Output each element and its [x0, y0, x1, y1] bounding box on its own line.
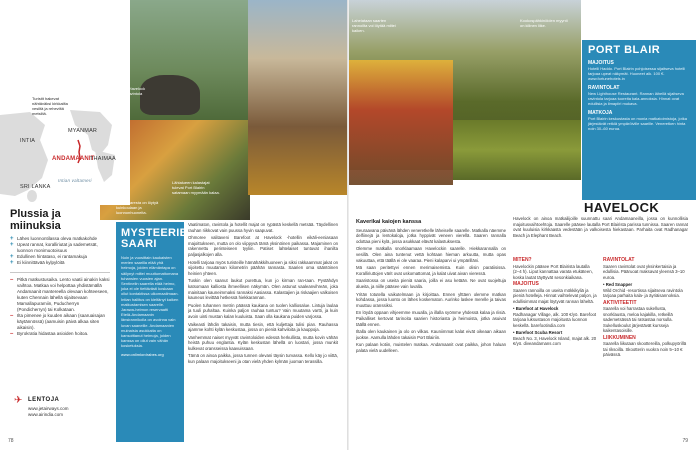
paragraph: Vaatimaton, ravintola ja hotellit majat on rypästä keskellä metsää. Täydellinen rauhan riikkovat vain puussa hyvin saapuvat.	[188, 222, 338, 233]
port-blair-section-text: New Lighthouse Restaurant. Rannan lähellä sijaitseva ravintola tarjoaa tuoreita kala-annoksia. Hinnat ovat edullisia ja ilmapiiri mukava.	[588, 91, 684, 106]
havelock-text: Wild Orchid -resortissa sijaitseva ravintola tarjoaa parhaita kala- ja äyriäisannoksia.	[603, 287, 683, 298]
havelock-heading: AKTIVITEETIT	[603, 299, 637, 306]
havelock-listing: • Barefoot Scuba Resort	[513, 330, 563, 335]
paragraph: Yritän totutella vaikutelmaan ja kirjoittaa. Ennen ylttäen olemme matkan kohdassa, jossa luonto on lähes koskematon. Aurinko laskee merelle ja taivas muuttuu oranssiksi.	[356, 291, 506, 308]
pros-cons-box	[10, 208, 110, 337]
pro-item: + Edullinen hintataso, ei rantamakuja	[10, 254, 88, 260]
paragraph: Iltalla olen kaukainen ja olo on vilkas. Kauniimmat kalat eivät oikeaan aikaan juokse. Aamulla lähden takaisin Port Blairiin.	[356, 329, 506, 340]
port-blair-section-head: RAVINTOLAT	[588, 85, 620, 91]
paragraph: Kun palaan kotiin, muistelen matkaa. Andamaanit ovat paikka, johon haluan palata vielä uudelleen.	[356, 342, 506, 353]
caption-island: Oma saaresta on löytyä kuinkoulaan ja luonnonhuoneita.	[116, 200, 159, 215]
flights-link-jetairways[interactable]: www.jetairways.com	[28, 406, 69, 411]
airplane-icon: ✈	[14, 395, 23, 406]
coconuts-photo	[453, 120, 581, 180]
havelock-heading: RAVINTOLAT	[603, 257, 635, 263]
port-blair-title: PORT BLAIR	[588, 44, 661, 56]
page-gutter	[347, 0, 349, 450]
map-label-andamaanit: ANDAMAANIT	[52, 156, 95, 162]
map-label-sri-lanka: SRI LANKA	[20, 184, 51, 190]
port-blair-section-head: MAJOITUS	[588, 60, 614, 66]
port-blair-section-text: Port Blairin keskustasta on monia matkatoimistoja, jotka järjestävät retkiä ympäröiville saarille. Veneretken hinta noin 30–60 euroa.	[588, 116, 687, 131]
flights-title: LENTOJA	[28, 397, 60, 403]
con-item: – Ilta pimenee jo kuuden aikaan (saaruaisajan käytännössä) (aamuisin päivä alkaa siten aikaisin).	[10, 313, 106, 330]
havelock-heading: LIIKKUMINEN	[603, 334, 636, 341]
article-column-1	[188, 222, 338, 444]
havelock-listing: • Barefoot at Havelock	[513, 306, 559, 311]
port-blair-box	[582, 40, 696, 200]
havelock-text: Saaren ravintolat ovat yksinkertaisia ja edullisia. Pääruoat maksavat yleensä 3–10 euroa.	[603, 263, 685, 280]
map-label-thaimaa: THAIMAA	[90, 156, 116, 162]
port-blair-section-text: Hotelli Haddo. Port Blairin pohjoisessa sijaitseva hotelli tarjoaa upeat näkymät. Huoneet alk. 100 €. www.fortunehotels.in	[588, 66, 686, 81]
havelock-column-a	[513, 256, 597, 446]
caption-shores: Lahelataan saarten rannoilta voi löytää miltei kaiken.	[352, 18, 396, 33]
minus-icon: –	[10, 313, 14, 319]
plus-icon: +	[10, 260, 14, 266]
pro-item: + Lähes luonnontilassa oleva matkakohde	[10, 236, 98, 242]
minus-icon: –	[10, 331, 14, 337]
flights-info	[14, 395, 84, 423]
con-item: – Byrokratia hidastaa asioiden hoitoa.	[10, 331, 89, 337]
paragraph: Tämä on ainoa paikka, jossa tunnen olevani täysin turvassa. Kello käy jo viittä, kun palaan majoitukseeni ja otan vielä yhden kylmän juoman terassilla.	[188, 353, 338, 365]
port-blair-section-head: MATKOJA	[588, 110, 613, 116]
pro-item: + Ei kiinnittävää kylpylöitä	[10, 260, 65, 266]
paragraph: Hotelli tarjoaa myös turisteille hämähäkkihuoneen ja siksi rakkaammat jakat on sijoitettu muutaman kilometrin päähän rannasta. Saarien oma sääntöinen heinien yhteen.	[188, 259, 338, 276]
minus-icon: –	[10, 277, 14, 283]
umbrella-photo	[348, 60, 453, 185]
paragraph: Puolen tuhannen metrin päässä kaukana on tuolen kalliosalue. Lintuja laulaa ja tuuli puhaltaa. Kuinka paljon rauhaa tuntuu? Vain muutama vartti, ja kuin avoin uinti mustan kalan kuuluista. Saan olla kaukana puiden varjossa.	[188, 302, 338, 319]
paragraph: Seuraavana päivänä lähden veneretkelle läheiselle saarelle. Matkalla näemme delfiinejä ja lentokaloja, jotka hyppivät veneen vierellä. Saaren rannalla odottaa pieni kylä, jossa asukkaat elävät kalastuksesta.	[356, 227, 506, 244]
flights-link-airindia[interactable]: www.airindia.com	[28, 412, 64, 417]
caption-beaches: Turistit hakevat nähtäväksi kirkkailta vesiltä ja reheviltä metsiltä.	[32, 96, 68, 116]
page-number-left: 78	[8, 438, 14, 444]
map-label-ocean: Intian valtameri	[58, 178, 92, 183]
paragraph: Tuskin olen saanut laukut purettua, kun jo kirman ran-taan. Pystähdyn katsomaan kalliosta ihmeellisen näkymän. Olen astunut vaaleanvihreän, joka mainitaan kauneimmaksi rannaksi Aasiassa. Kalastajien ja riskaajien valkoisen kauneus levittää hetkessä hiekkarannan.	[188, 278, 338, 301]
caption-coconuts: Kookospähkinöiden myynti on kilinen liike.	[520, 18, 568, 28]
pros-cons-title: Plussia ja miinuksia	[10, 208, 61, 232]
plus-icon: +	[10, 236, 14, 242]
article-column-2	[356, 218, 506, 444]
mystery-island-link[interactable]: www.onlimlordrabes.org	[121, 351, 164, 357]
havelock-text: Saarella voi harrastaa sukellusta, snorklausta, meloa kajakilla, retkeillä sademetsässä tai ratsastaa norsulla. Sukelluskoulut järjestävät kursseja kaikentasoisille.	[603, 306, 673, 333]
caption-resort: Barefoot at Havelock lomakylän ravintola	[108, 86, 146, 96]
stall-photo	[248, 0, 348, 195]
havelock-text: Saarella liikutaan skoottereilla, polkupyörillä tai riksoilla. Skootterin vuokra noin 5–10 € päivässä.	[603, 341, 687, 357]
paragraph: Mä saan peritettyvi ennen merimaisemista. Kuin olisin paratiisissa. Koralliriuttojen värit ovat uskomattomat, ja kalat uivat aivan vieressä.	[356, 265, 506, 276]
map-label-myanmar: MYANMAR	[68, 128, 98, 134]
pro-item: + Upeat rannat, koralliriutat ja sademetsät, luonnon monimuotoisuus	[10, 242, 98, 253]
section-heading: Kaverikai kaiojen kanssa	[356, 219, 422, 225]
paragraph: Saaristossa on useita pieniä saaria, joilla ei asu ketään. Ne ovat suojeltuja alueita, ja niille pääsee vain luvalla.	[356, 278, 506, 289]
plus-icon: +	[10, 254, 14, 260]
havelock-text: Havelockin pääsee Port Blairista lautalla (2–4 h). Liput kannattaa varata etukäteen, koska lautat täyttyvät sesonkiaikana.	[513, 263, 593, 280]
map-label-india: INTIA	[20, 138, 36, 144]
sri-lanka-landmass	[27, 190, 37, 202]
page-number-right: 79	[682, 438, 688, 444]
elephant-shape	[140, 75, 200, 115]
paragraph: Vanhemmat naiset myyvät ravintoloiden edessä herkullista, mutta kovin vähän heistä puhuu englantia. Kylän keskustan lähellä on luostari, jossa munkit kulkevat oransseissa kaavuissaan.	[188, 334, 338, 351]
con-item: – Pitkä matkustusaika. Lento vaatii ainakin kaksi vaihtoa. Matkaa voi helpottaa yhdistämällä Andamaanit mantereella olevaan kohteeseen, kuten Chennain lähellä sijaitsevaan Mamallapuramiin, Puducherryn (Pondicherryn) tai Kolkataan.	[10, 277, 110, 312]
havelock-text: Beach No. 3, Havelock Island, majat alk. 20 €/yö. diveandamans.com	[513, 335, 597, 346]
paragraph: En löydä oppaan vihjeemme muualla, ja illalla syömme yhdessä kalaa ja riisiä. Paikalliset kertovat tarinoita saarien historiasta ja heimoista, jotka asuivat täällä ennen.	[356, 310, 506, 327]
mystery-island-box	[116, 222, 196, 442]
havelock-column-b	[603, 256, 689, 446]
havelock-text: Saaren rannoilla on useita mökkikyliä ja pieniä hotelleja. Hinnat vaihtelevat paljon, ja edullisimmat majat löytyvät rannan läheltä.	[513, 287, 597, 304]
paragraph: Vaikeasti lähdin takaisin, mutta tiesin, että kuljettaja tulisi pian. Rauhassa ajamme kohti kylän keskustaa, jossa on pieniä kahviloita ja kauppoja.	[188, 321, 338, 333]
havelock-heading: MITEN?	[513, 257, 532, 263]
caption-fishermen: Lähialueen kalastajat tulevat Port Blairin satamaan myymään kalaa.	[172, 180, 220, 195]
plus-icon: +	[10, 242, 14, 248]
paragraph: Ohmoree valitaveni Barefoot at Havelock -hotellin eikäli-eeniasaan majoittukseen, mutta on olo viippyvä tämä yksinöinen paikassa. Majaminen on rakennettu perinteiseen tyyliin. Patiset lahtelaiset tuntuvat ihanilta paljasjalkojen alla.	[188, 235, 338, 257]
mystery-island-title: MYSTEERIEN SAARI	[121, 227, 196, 250]
paragraph: Olemme matkalla snorklaamaan Havelockin saarelle. Hiekkarannalla on vesillä. Olen aina tuntenut vettä kohtaan hieman arkuutta, mutta opas vakuuttaa, että täällä ei ole vaaraa. Pieni kalaparvi ui ympärilläni.	[356, 246, 506, 263]
cons-list	[10, 272, 110, 337]
havelock-listing: • Red Snapper	[603, 282, 633, 287]
havelock-heading: MAJOITUS	[513, 281, 539, 287]
pros-list	[10, 236, 110, 266]
havelock-title: HAVELOCK	[584, 200, 660, 215]
havelock-text: Radhanagar Village, alk. 100 €/yö. Barefoot tarjoaa luksustason majoitusta luonnon keskellä. barefootindia.com	[513, 311, 597, 328]
mystery-island-text: Noin ja vuosittain kaukaisten merien saarilla elää yhä heimoja, joiden elämäntapa on säilynyt miltei muuttumattomana tuhansien vuosien ajan. Sentinelin saarella elää heimo, joka ei ole tiettävästi koskaan ollut kontaktissa ulkomaailmaan. Intian hallitus on kieltänyt kaiken matkustamisen saarelle. Jarawa-heimon reservaatti Etelä-Andamaanin länsirannikolla on avoinna vain luvan saaneille. Andamaanien muinaisia asukkaita on kansoittanut heimoja, joiden kanssa on ollut vain vähän kosketuksia.	[121, 255, 179, 349]
havelock-intro: Havelock on ainoa matkailijoille suunnattu saari Andamaaneilla, jossa on kunnollisia majoitusvaihtoehtoja. Saarelle pääsee lautalla Port Blairista parissa tunnissa. Saaren rannat ovat kuuluisia kirkkaasta vedestään ja valkoisesta hiekastaan. Parhaita ovat Radhanagar Beach ja Elephant Beach.	[513, 216, 688, 238]
